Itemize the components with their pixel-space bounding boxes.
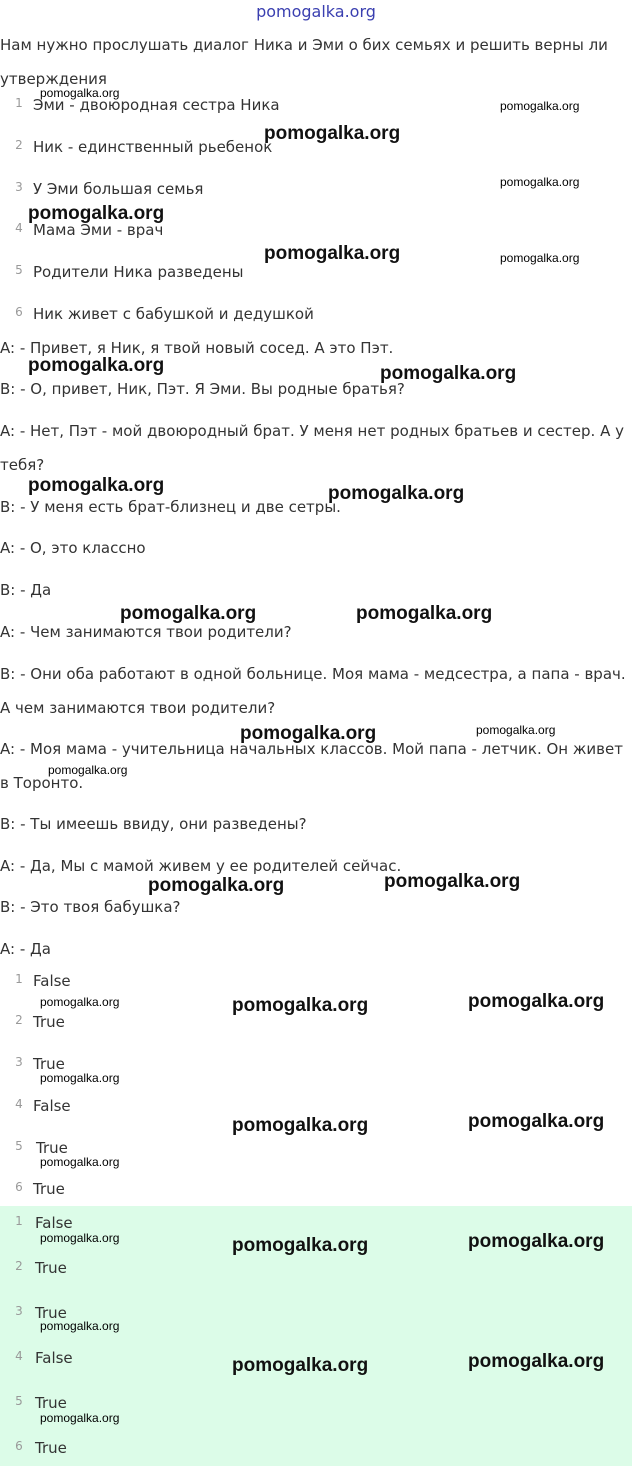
answer-number: 5 <box>15 1394 23 1408</box>
dialogue-line: B: - Это твоя бабушка? <box>0 898 181 916</box>
answer-number: 2 <box>15 1013 23 1027</box>
watermark: pomogalka.org <box>232 1115 369 1136</box>
watermark: pomogalka.org <box>48 763 128 777</box>
watermark: pomogalka.org <box>120 603 257 624</box>
watermark: pomogalka.org <box>40 995 120 1009</box>
task-intro: Нам нужно прослушать диалог Ника и Эми о бих семьях и решить верны ли утверждения <box>0 36 608 88</box>
dialogue-line: A: - Привет, я Ник, я твой новый сосед. А это Пэт. <box>0 339 394 357</box>
answer-number: 1 <box>15 972 23 986</box>
watermark: pomogalka.org <box>264 243 401 264</box>
watermark: pomogalka.org <box>40 1319 120 1333</box>
statement-number: 2 <box>15 138 23 152</box>
answer-text: False <box>33 972 71 990</box>
answer-text: True <box>33 1180 65 1198</box>
answer-number: 1 <box>15 1214 23 1228</box>
answer-number: 2 <box>15 1259 23 1273</box>
answer-number: 6 <box>15 1180 23 1194</box>
dialogue-line: B: - У меня есть брат-близнец и две сетры. <box>0 498 341 516</box>
dialogue-line: A: - Нет, Пэт - мой двоюродный брат. У меня нет родных братьев и сестер. А у тебя? <box>0 422 624 474</box>
watermark: pomogalka.org <box>232 995 369 1016</box>
watermark: pomogalka.org <box>40 1231 120 1245</box>
statement-number: 4 <box>15 221 23 235</box>
dialogue-line: A: - Да, Мы с мамой живем у ее родителей сейчас. <box>0 857 402 875</box>
statement-number: 3 <box>15 180 23 194</box>
dialogue-line: A: - Моя мама - учительница начальных классов. Мой папа - летчик. Он живет в Торонто. <box>0 740 623 792</box>
watermark: pomogalka.org <box>148 875 285 896</box>
statement-text: Эми - двоюродная сестра Ника <box>33 96 280 114</box>
watermark: pomogalka.org <box>476 723 556 737</box>
statement-number: 5 <box>15 263 23 277</box>
watermark: pomogalka.org <box>468 1351 605 1372</box>
statement-text: Ник живет с бабушкой и дедушкой <box>33 305 314 323</box>
watermark: pomogalka.org <box>40 1155 120 1169</box>
answer-text: False <box>35 1349 73 1367</box>
watermark: pomogalka.org <box>28 475 165 496</box>
watermark: pomogalka.org <box>468 1231 605 1252</box>
answer-text: True <box>35 1304 67 1322</box>
answer-number: 3 <box>15 1055 23 1069</box>
watermark: pomogalka.org <box>500 175 580 189</box>
answer-number: 6 <box>15 1439 23 1453</box>
answer-text: True <box>35 1394 67 1412</box>
answer-number: 3 <box>15 1304 23 1318</box>
answer-number: 4 <box>15 1349 23 1363</box>
statement-number: 1 <box>15 96 23 110</box>
dialogue-line: B: - Да <box>0 581 52 599</box>
watermark: pomogalka.org <box>40 1411 120 1425</box>
answer-number: 5 <box>15 1139 23 1153</box>
watermark: pomogalka.org <box>232 1235 369 1256</box>
statement-text: Ник - единственный рьебенок <box>33 138 273 156</box>
watermark: pomogalka.org <box>500 251 580 265</box>
dialogue-line: A: - Чем занимаются твои родители? <box>0 623 292 641</box>
watermark: pomogalka.org <box>468 1111 605 1132</box>
dialogue-line: A: - О, это классно <box>0 539 146 557</box>
watermark: pomogalka.org <box>264 123 401 144</box>
statement-text: У Эми большая семья <box>33 180 204 198</box>
watermark: pomogalka.org <box>500 99 580 113</box>
watermark: pomogalka.org <box>232 1355 369 1376</box>
watermark: pomogalka.org <box>384 871 521 892</box>
answer-text: True <box>35 1259 67 1277</box>
watermark: pomogalka.org <box>240 723 377 744</box>
statement-text: Родители Ника разведены <box>33 263 244 281</box>
watermark: pomogalka.org <box>356 603 493 624</box>
dialogue-line: B: - Они оба работают в одной больнице. Моя мама - медсестра, а папа - врач. А чем занимаются твои родители? <box>0 665 626 717</box>
statement-number: 6 <box>15 305 23 319</box>
watermark: pomogalka.org <box>40 1071 120 1085</box>
dialogue-line: B: - Ты имеешь ввиду, они разведены? <box>0 815 307 833</box>
answer-text: True <box>36 1139 68 1157</box>
watermark: pomogalka.org <box>380 363 517 384</box>
watermark: pomogalka.org <box>28 355 165 376</box>
site-header-link[interactable]: pomogalka.org <box>256 2 376 21</box>
answer-text: False <box>35 1214 73 1232</box>
dialogue-line: A: - Да <box>0 940 51 958</box>
watermark: pomogalka.org <box>328 483 465 504</box>
dialogue-line: B: - О, привет, Ник, Пэт. Я Эми. Вы родные братья? <box>0 380 405 398</box>
watermark: pomogalka.org <box>28 203 165 224</box>
watermark: pomogalka.org <box>40 86 120 100</box>
answer-number: 4 <box>15 1097 23 1111</box>
answer-text: True <box>33 1013 65 1031</box>
answer-text: True <box>35 1439 67 1457</box>
answer-text: True <box>33 1055 65 1073</box>
answer-text: False <box>33 1097 71 1115</box>
statement-text: Мама Эми - врач <box>33 221 164 239</box>
watermark: pomogalka.org <box>468 991 605 1012</box>
